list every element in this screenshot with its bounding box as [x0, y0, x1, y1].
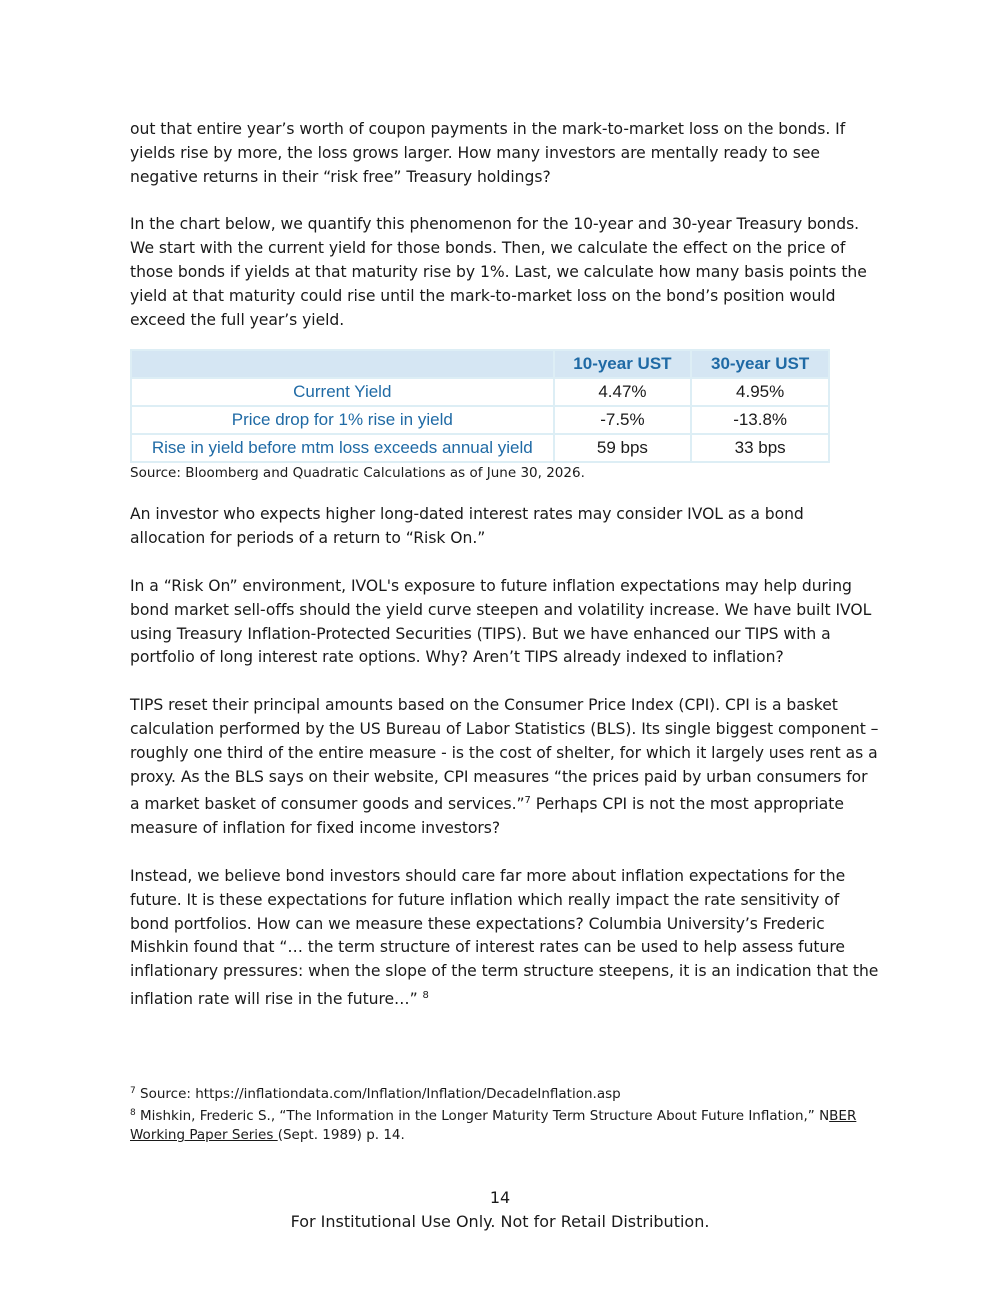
table-cell: 4.47%	[554, 378, 692, 406]
table-cell: -13.8%	[691, 406, 829, 434]
page-number: 14	[489, 1188, 511, 1207]
table-header-cell: 10-year UST	[554, 350, 692, 378]
table-header-cell: 30-year UST	[691, 350, 829, 378]
paragraph	[130, 865, 880, 1012]
footnote-link[interactable]: BER Working Paper Series	[130, 1108, 857, 1143]
paragraph-text: Perhaps CPI is not the most appropriate measure of inflation for fixed income investors?	[130, 795, 844, 838]
footer-disclaimer: For Institutional Use Only. Not for Retail Distribution.	[290, 1212, 710, 1231]
table-row	[131, 434, 829, 462]
footnote-8	[130, 1104, 870, 1145]
footnote-text: Mishkin, Frederic S., “The Information in the Longer Maturity Term Structure About Future Inflation,” N	[135, 1108, 830, 1124]
paragraph: In a “Risk On” environment, IVOL's exposure to future inflation expectations may help during bond market sell-offs should the yield curve steepen and volatility increase. We have built IVOL using Treasury Inflation-Protected Securities (TIPS). But we have enhanced our TIPS with a portfolio of long interest rate options. Why? Aren’t TIPS already indexed to inflation?	[130, 576, 872, 667]
footnote-ref: 7	[524, 795, 531, 807]
table-source: Source: Bloomberg and Quadratic Calculations as of June 30, 2026.	[130, 465, 585, 482]
table-row	[131, 406, 829, 434]
paragraph	[130, 694, 880, 841]
table-cell: 4.95%	[691, 378, 829, 406]
footnote-text: Source: https://inflationdata.com/Inflation/Inflation/DecadeInflation.asp	[135, 1086, 621, 1102]
footnotes	[130, 1082, 870, 1145]
footnote-text: (Sept. 1989) p. 14.	[277, 1127, 405, 1143]
paragraph: An investor who expects higher long-dated interest rates may consider IVOL as a bond allocation for periods of a return to “Risk On.”	[130, 505, 804, 548]
footnote-number: 8	[130, 1108, 136, 1118]
page-body	[130, 118, 880, 1012]
table-row	[131, 378, 829, 406]
table-header-cell	[131, 350, 554, 378]
paragraph-text: Instead, we believe bond investors should care far more about inflation expectations for the future. It is these expectations for future inflation which really impact the rate sensitivity of bond portfolios. How can we measure these expectations? Columbia University’s Frederic Mishkin found that “… the term structure of interest rates can be used to help assess future inflationary pressures: when the slope of the term structure steepens, it is an indication that the inflation rate will rise in the future…”	[130, 866, 879, 1008]
paragraph-text: TIPS reset their principal amounts based on the Consumer Price Index (CPI). CPI is a basket calculation performed by the US Bureau of Labor Statistics (BLS). Its single biggest component – roughly one third of the entire measure - is the cost of shelter, for which it largely uses rent as a proxy. As the BLS says on their website, CPI measures “the prices paid by urban consumers for a market basket of consumer goods and services.”	[130, 696, 879, 814]
table-cell: -7.5%	[554, 406, 692, 434]
row-label: Price drop for 1% rise in yield	[131, 406, 554, 434]
row-label: Current Yield	[131, 378, 554, 406]
footnote-7	[130, 1082, 870, 1104]
footnote-ref: 8	[422, 989, 429, 1001]
table-header-row	[131, 350, 829, 378]
footnote-number: 7	[130, 1086, 136, 1096]
paragraph: In the chart below, we quantify this phenomenon for the 10-year and 30-year Treasury bonds. We start with the current yield for those bonds. Then, we calculate the effect on the price of those bonds if yields at that maturity rise by 1%. Last, we calculate how many basis points the yield at that maturity could rise until the mark-to-market loss on the bond’s position would exceed the full year’s yield.	[130, 215, 867, 329]
paragraph: out that entire year’s worth of coupon payments in the mark-to-market loss on the bonds. If yields rise by more, the loss grows larger. How many investors are mentally ready to see negative returns in their “risk free” Treasury holdings?	[130, 120, 846, 186]
row-label: Rise in yield before mtm loss exceeds annual yield	[131, 434, 554, 462]
table-cell: 59 bps	[554, 434, 692, 462]
table-cell: 33 bps	[691, 434, 829, 462]
yield-table	[130, 349, 830, 463]
